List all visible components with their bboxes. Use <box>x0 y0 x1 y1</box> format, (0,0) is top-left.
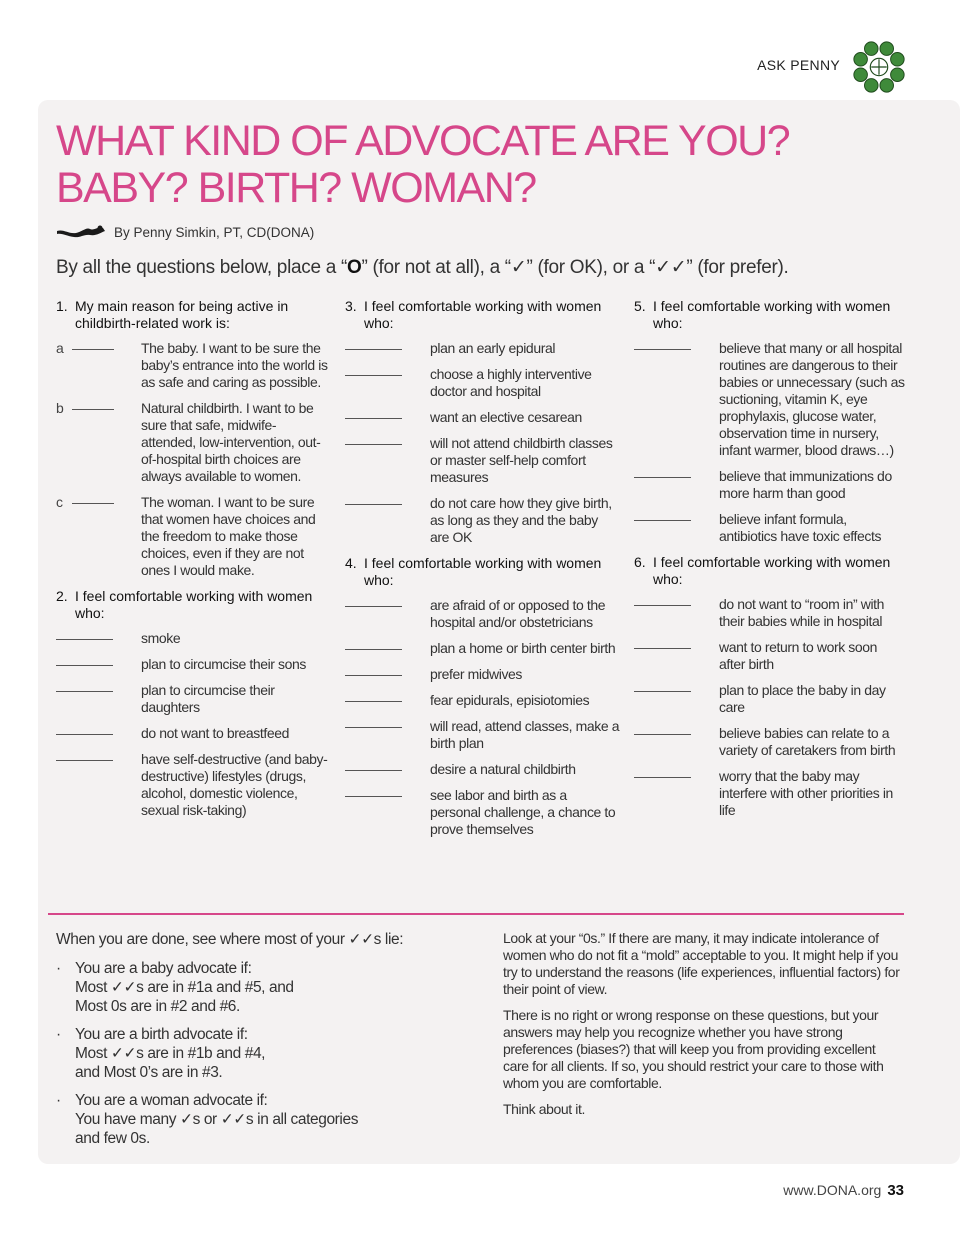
reclining-figure-icon <box>56 224 106 240</box>
question-3-item: want an elective cesarean <box>345 409 620 426</box>
question-1-item-a: a The baby. I want to be sure the baby’s entrance into the world is as safe and caring as possible. <box>56 340 328 390</box>
question-5-item: believe that many or all hospital routines are dangerous to their babies or unnecessary (such as suctioning, vitamin K, eye prophylaxis, glucose water, observation time in nursery, infant warmer, blood draws…) <box>634 340 906 459</box>
instructions-part-1: By all the questions below, place a “ <box>56 257 347 278</box>
answer-blank[interactable] <box>56 751 113 761</box>
answer-blank[interactable] <box>345 435 402 445</box>
baby-advocate-bullet: · You are a baby advocate if: Most ✓✓s are in #1a and #5, and Most 0s are in #2 and #6. <box>56 960 294 1015</box>
question-2-item: plan to circumcise their sons <box>56 656 328 673</box>
answer-blank[interactable] <box>56 656 113 666</box>
column-3 <box>634 298 906 828</box>
question-2-item: smoke <box>56 630 328 647</box>
answer-blank[interactable] <box>345 597 402 607</box>
answer-blank[interactable] <box>634 596 691 606</box>
column-1 <box>56 298 328 828</box>
column-2 <box>345 298 620 847</box>
answer-blank[interactable] <box>345 718 402 728</box>
answer-blank[interactable] <box>345 761 402 771</box>
answer-blank[interactable] <box>56 630 113 640</box>
question-4-heading: 4. I feel comfortable working with women who: <box>345 555 602 588</box>
answer-blank[interactable] <box>56 682 113 692</box>
answer-blank[interactable] <box>345 495 402 505</box>
question-2-item: plan to circumcise their daughters <box>56 682 328 716</box>
commentary-paragraph: Think about it. <box>503 1101 585 1117</box>
byline <box>56 224 314 240</box>
question-4-item: desire a natural childbirth <box>345 761 620 778</box>
page-number: 33 <box>887 1182 904 1199</box>
answer-blank[interactable] <box>634 511 691 521</box>
question-3-item: will not attend childbirth classes or master self-help comfort measures <box>345 435 620 486</box>
answer-blank[interactable] <box>56 725 113 735</box>
question-4-item: prefer midwives <box>345 666 620 683</box>
question-4-item: are afraid of or opposed to the hospital and/or obstetricians <box>345 597 620 631</box>
page-title <box>56 118 916 212</box>
question-3-item: plan an early epidural <box>345 340 620 357</box>
results-commentary <box>503 930 903 1127</box>
answer-blank[interactable] <box>634 340 691 350</box>
question-1-heading: 1. My main reason for being active in childbirth-related work is: <box>56 298 289 331</box>
footer-url: www.DONA.org <box>783 1182 882 1198</box>
question-5-heading: 5. I feel comfortable working with women who: <box>634 298 891 331</box>
instructions <box>56 256 789 279</box>
answer-blank[interactable] <box>345 666 402 676</box>
answer-blank[interactable] <box>72 494 114 504</box>
question-2-heading: 2. I feel comfortable working with women who: <box>56 588 313 621</box>
question-3-heading: 3. I feel comfortable working with women who: <box>345 298 602 331</box>
question-2-item: have self-destructive (and baby-destructive) lifestyles (drugs, alcohol, domestic violence, sexual risk-taking) <box>56 751 328 819</box>
question-4-item: fear epidurals, episiotomies <box>345 692 620 709</box>
question-6-item: do not want to “room in” with their babies while in hospital <box>634 596 906 630</box>
answer-blank[interactable] <box>345 366 402 376</box>
question-6-heading: 6. I feel comfortable working with women who: <box>634 554 891 587</box>
title-line-2: BABY? BIRTH? WOMAN? <box>56 164 536 212</box>
results-intro: When you are done, see where most of your ✓✓s lie: <box>56 931 404 948</box>
commentary-paragraph: There is no right or wrong response on these questions, but your answers may help you recognize whether you have strong preferences (biases?) that will keep you from providing excellent care for all clients. If so, you should restrict your care to those with whom you are comfortable. <box>503 1007 884 1091</box>
question-3-item: do not care how they give birth, as long as they and the baby are OK <box>345 495 620 546</box>
answer-blank[interactable] <box>345 640 402 650</box>
question-6-item: plan to place the baby in day care <box>634 682 906 716</box>
byline-text: By Penny Simkin, PT, CD(DONA) <box>114 224 315 240</box>
instructions-mark-o: O <box>346 257 362 278</box>
answer-blank[interactable] <box>345 787 402 797</box>
section-label: ASK PENNY <box>757 57 840 73</box>
section-divider <box>48 913 904 915</box>
answer-blank[interactable] <box>345 692 402 702</box>
question-1-item-b: b Natural childbirth. I want to be sure that safe, midwife-attended, low-intervention, out-of-hospital birth choices are always available to women. <box>56 400 321 484</box>
question-5-item: believe infant formula, antibiotics have toxic effects <box>634 511 906 545</box>
page-footer <box>783 1182 904 1199</box>
question-6-item: want to return to work soon after birth <box>634 639 906 673</box>
question-3-item: choose a highly interventive doctor and hospital <box>345 366 620 400</box>
answer-blank[interactable] <box>634 768 691 778</box>
answer-blank[interactable] <box>634 639 691 649</box>
answer-blank[interactable] <box>345 340 402 350</box>
answer-blank[interactable] <box>72 340 114 350</box>
question-5-item: believe that immunizations do more harm than good <box>634 468 906 502</box>
question-4-item: plan a home or birth center birth <box>345 640 620 657</box>
woman-advocate-bullet: · You are a woman advocate if: You have many ✓s or ✓✓s in all categories and few 0s. <box>56 1092 359 1147</box>
answer-blank[interactable] <box>634 468 691 478</box>
question-6-item: believe babies can relate to a variety of caretakers from birth <box>634 725 906 759</box>
flower-logo-icon <box>850 38 908 96</box>
question-1-item-c: c The woman. I want to be sure that women have choices and the freedom to make those choices, even if they are not ones I would make. <box>56 494 316 578</box>
commentary-paragraph: Look at your “0s.” If there are many, it may indicate intolerance of women who do not fit a “mold” acceptable to you. It might help if you try to understand the reasons (life experiences, influential factors) for their point of view. <box>503 930 900 997</box>
birth-advocate-bullet: · You are a birth advocate if: Most ✓✓s are in #1b and #4, and Most 0’s are in #3. <box>56 1026 266 1081</box>
question-6-item: worry that the baby may interfere with other priorities in life <box>634 768 906 819</box>
question-4-item: see labor and birth as a personal challenge, a chance to prove themselves <box>345 787 620 838</box>
answer-blank[interactable] <box>634 725 691 735</box>
answer-blank[interactable] <box>634 682 691 692</box>
answer-blank[interactable] <box>72 400 114 410</box>
answer-blank[interactable] <box>345 409 402 419</box>
instructions-part-2: ” (for not at all), a “✓” (for OK), or a “✓✓” (for prefer). <box>361 257 789 278</box>
question-4-item: will read, attend classes, make a birth plan <box>345 718 620 752</box>
title-line-1: WHAT KIND OF ADVOCATE ARE YOU? <box>56 117 790 165</box>
results-key <box>56 930 436 1157</box>
question-2-item: do not want to breastfeed <box>56 725 328 742</box>
